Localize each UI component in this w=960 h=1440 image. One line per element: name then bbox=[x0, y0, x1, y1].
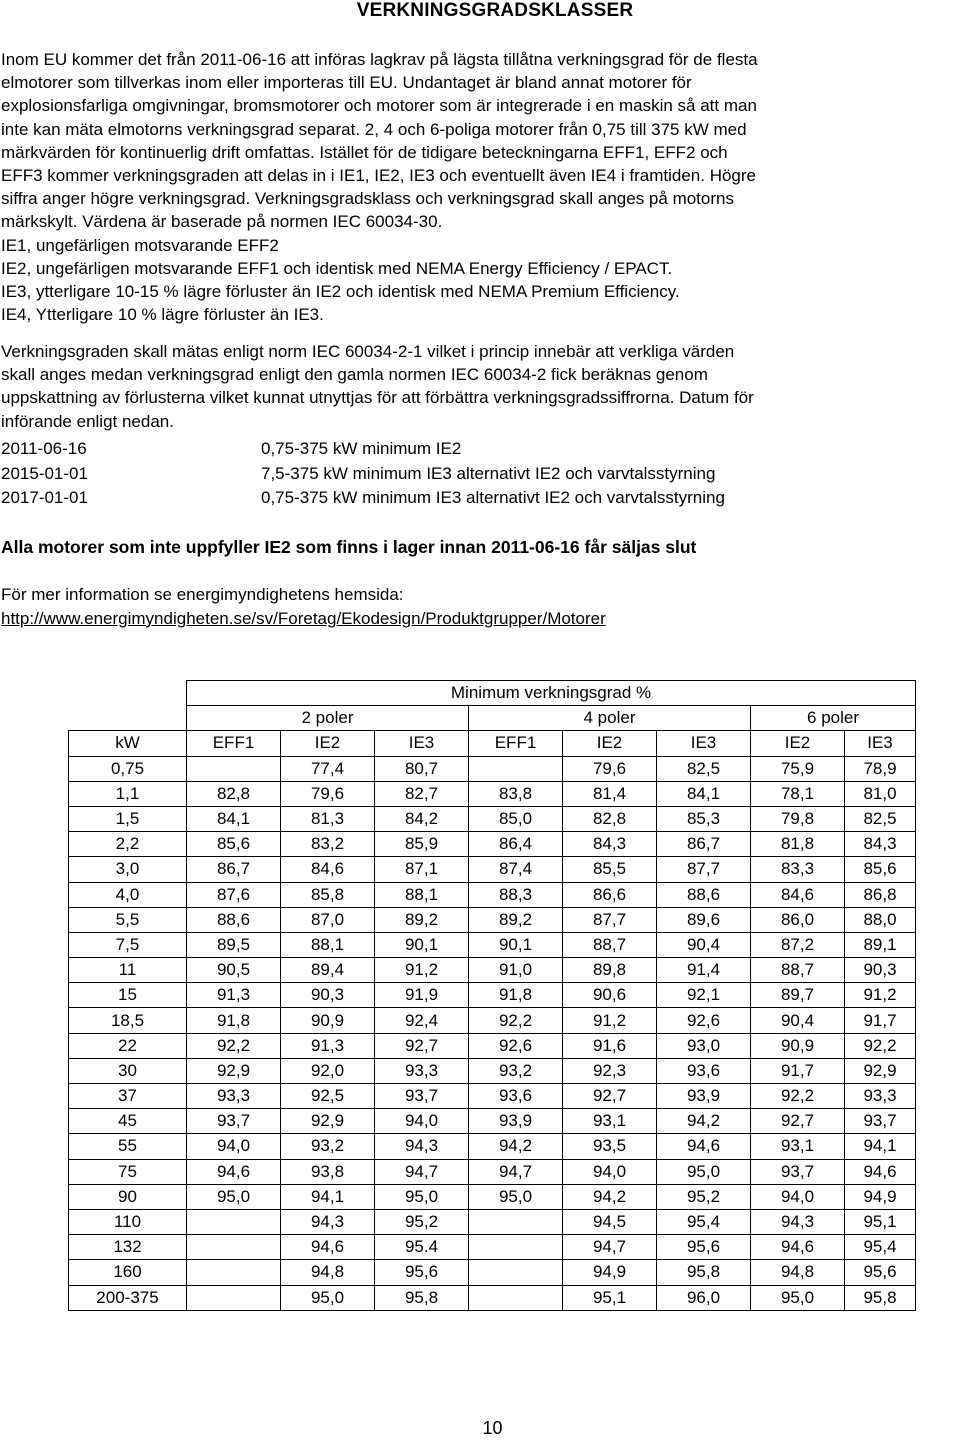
efficiency-cell: 93,7 bbox=[845, 1109, 916, 1134]
efficiency-cell: 93,7 bbox=[187, 1109, 281, 1134]
efficiency-cell: 92,7 bbox=[563, 1084, 657, 1109]
power-kw-cell: 1,5 bbox=[69, 806, 187, 831]
table-header-row bbox=[69, 731, 916, 756]
date-value: 2015-01-01 bbox=[1, 463, 88, 483]
power-kw-cell: 7,5 bbox=[69, 932, 187, 957]
efficiency-cell: 92,7 bbox=[751, 1109, 845, 1134]
efficiency-cell: 90,1 bbox=[469, 932, 563, 957]
efficiency-cell: 84,3 bbox=[563, 832, 657, 857]
efficiency-cell: 95,8 bbox=[375, 1285, 469, 1310]
date-requirement: 0,75-375 kW minimum IE3 alternativt IE2 och varvtalsstyrning bbox=[261, 488, 725, 507]
table-row bbox=[69, 832, 916, 857]
table-blank-cell bbox=[69, 706, 187, 731]
column-header: EFF1 bbox=[469, 731, 563, 756]
efficiency-cell: 93,2 bbox=[469, 1058, 563, 1083]
class-ie2-line: IE2, ungefärligen motsvarande EFF1 och identisk med NEMA Energy Efficiency / EPACT. bbox=[1, 258, 673, 278]
intro-paragraph bbox=[1, 48, 957, 326]
efficiency-cell: 94,0 bbox=[751, 1184, 845, 1209]
table-row bbox=[69, 781, 916, 806]
efficiency-cell: 93,3 bbox=[187, 1084, 281, 1109]
table-row bbox=[69, 1134, 916, 1159]
table-row bbox=[69, 983, 916, 1008]
efficiency-cell: 95,4 bbox=[845, 1235, 916, 1260]
efficiency-cell: 94,8 bbox=[281, 1260, 375, 1285]
efficiency-cell: 88,7 bbox=[563, 932, 657, 957]
efficiency-cell: 95,2 bbox=[657, 1184, 751, 1209]
table-row bbox=[69, 1184, 916, 1209]
efficiency-cell: 94,0 bbox=[563, 1159, 657, 1184]
power-kw-cell: 160 bbox=[69, 1260, 187, 1285]
power-kw-cell: 30 bbox=[69, 1058, 187, 1083]
dates-list bbox=[1, 437, 957, 511]
efficiency-cell: 93,0 bbox=[657, 1033, 751, 1058]
efficiency-cell: 92,9 bbox=[281, 1109, 375, 1134]
efficiency-cell: 86,7 bbox=[657, 832, 751, 857]
efficiency-cell: 94,6 bbox=[657, 1134, 751, 1159]
efficiency-cell: 81,4 bbox=[563, 781, 657, 806]
efficiency-cell: 92,0 bbox=[281, 1058, 375, 1083]
efficiency-cell: 92,2 bbox=[469, 1008, 563, 1033]
efficiency-cell: 90,9 bbox=[751, 1033, 845, 1058]
efficiency-cell: 81,8 bbox=[751, 832, 845, 857]
date-value: 2011-06-16 bbox=[1, 439, 87, 458]
intro-line: märkskylt. Värdena är baserade på normen IEC 60034-30. bbox=[1, 212, 443, 232]
column-header: IE2 bbox=[563, 731, 657, 756]
efficiency-cell: 93,3 bbox=[845, 1084, 916, 1109]
intro-line: märkvärden för kontinuerlig drift omfattas. Istället för de tidigare beteckningarna EFF1, EFF2 och bbox=[1, 142, 728, 162]
efficiency-cell: 94,8 bbox=[751, 1260, 845, 1285]
efficiency-cell: 75,9 bbox=[751, 756, 845, 781]
efficiency-cell bbox=[469, 756, 563, 781]
efficiency-cell: 85,0 bbox=[469, 806, 563, 831]
efficiency-cell: 94,6 bbox=[751, 1235, 845, 1260]
efficiency-cell: 91,6 bbox=[563, 1033, 657, 1058]
table-row bbox=[69, 1285, 916, 1310]
efficiency-cell: 84,6 bbox=[751, 882, 845, 907]
stock-warning: Alla motorer som inte uppfyller IE2 som finns i lager innan 2011-06-16 får säljas slut bbox=[1, 537, 697, 557]
efficiency-cell: 84,3 bbox=[845, 832, 916, 857]
efficiency-cell: 93,1 bbox=[563, 1109, 657, 1134]
efficiency-cell: 79,8 bbox=[751, 806, 845, 831]
efficiency-cell: 88,0 bbox=[845, 907, 916, 932]
efficiency-cell bbox=[187, 1235, 281, 1260]
efficiency-cell: 89,6 bbox=[657, 907, 751, 932]
power-kw-cell: 75 bbox=[69, 1159, 187, 1184]
efficiency-cell: 94,3 bbox=[281, 1209, 375, 1234]
power-kw-cell: 5,5 bbox=[69, 907, 187, 932]
efficiency-cell: 85,6 bbox=[187, 832, 281, 857]
efficiency-cell: 91,9 bbox=[375, 983, 469, 1008]
efficiency-cell: 93,7 bbox=[751, 1159, 845, 1184]
efficiency-cell: 79,6 bbox=[563, 756, 657, 781]
efficiency-cell: 93,7 bbox=[375, 1084, 469, 1109]
efficiency-cell: 95,0 bbox=[187, 1184, 281, 1209]
power-kw-cell: 37 bbox=[69, 1084, 187, 1109]
table-blank-cell bbox=[69, 681, 187, 706]
table-row bbox=[69, 1260, 916, 1285]
efficiency-cell: 95,1 bbox=[845, 1209, 916, 1234]
efficiency-cell: 85,8 bbox=[281, 882, 375, 907]
column-header: IE3 bbox=[657, 731, 751, 756]
efficiency-cell: 85,6 bbox=[845, 857, 916, 882]
efficiency-cell: 87,2 bbox=[751, 932, 845, 957]
page-title: VERKNINGSGRADSKLASSER bbox=[356, 0, 634, 21]
efficiency-cell: 88,1 bbox=[281, 932, 375, 957]
class-ie1-line: IE1, ungefärligen motsvarande EFF2 bbox=[1, 235, 279, 255]
efficiency-cell: 93,9 bbox=[657, 1084, 751, 1109]
efficiency-cell: 93,5 bbox=[563, 1134, 657, 1159]
efficiency-cell: 92,5 bbox=[281, 1084, 375, 1109]
power-kw-cell: 18,5 bbox=[69, 1008, 187, 1033]
efficiency-cell: 90,3 bbox=[281, 983, 375, 1008]
date-value: 2017-01-01 bbox=[1, 488, 88, 507]
efficiency-cell: 77,4 bbox=[281, 756, 375, 781]
efficiency-cell: 84,1 bbox=[187, 806, 281, 831]
efficiency-cell: 92,3 bbox=[563, 1058, 657, 1083]
efficiency-cell: 94,6 bbox=[187, 1159, 281, 1184]
efficiency-cell: 93,9 bbox=[469, 1109, 563, 1134]
power-kw-cell: 2,2 bbox=[69, 832, 187, 857]
intro-line: explosionsfarliga omgivningar, bromsmotorer och motorer som är integrerade i en maskin så att man bbox=[1, 96, 757, 116]
efficiency-cell: 83,8 bbox=[469, 781, 563, 806]
efficiency-cell: 94,5 bbox=[563, 1209, 657, 1234]
efficiency-cell: 93,6 bbox=[657, 1058, 751, 1083]
efficiency-cell: 96,0 bbox=[657, 1285, 751, 1310]
efficiency-cell: 94,1 bbox=[845, 1134, 916, 1159]
intro-line: Inom EU kommer det från 2011-06-16 att införas lagkrav på lägsta tillåtna verkningsgrad för de flesta bbox=[1, 50, 758, 69]
efficiency-cell: 94,3 bbox=[751, 1209, 845, 1234]
date-row bbox=[1, 462, 957, 487]
group-6-poler: 6 poler bbox=[751, 706, 916, 731]
efficiency-cell: 93,2 bbox=[281, 1134, 375, 1159]
efficiency-cell: 95,1 bbox=[563, 1285, 657, 1310]
efficiency-cell: 84,2 bbox=[375, 806, 469, 831]
table-row bbox=[69, 1033, 916, 1058]
method-line: uppskattning av förlusterna vilket kunnat utnyttjas för att förbättra verkningsgradssiffrorna. Datum för bbox=[1, 388, 754, 408]
efficiency-cell: 87,7 bbox=[563, 907, 657, 932]
power-kw-cell: 90 bbox=[69, 1184, 187, 1209]
power-kw-cell: 55 bbox=[69, 1134, 187, 1159]
efficiency-cell: 87,4 bbox=[469, 857, 563, 882]
efficiency-cell: 91,4 bbox=[657, 958, 751, 983]
efficiency-cell: 94,7 bbox=[563, 1235, 657, 1260]
table-row bbox=[69, 1058, 916, 1083]
efficiency-cell: 92,6 bbox=[657, 1008, 751, 1033]
table-row bbox=[69, 806, 916, 831]
power-kw-cell: 0,75 bbox=[69, 756, 187, 781]
efficiency-cell: 88,6 bbox=[657, 882, 751, 907]
efficiency-cell: 83,2 bbox=[281, 832, 375, 857]
efficiency-cell: 79,6 bbox=[281, 781, 375, 806]
efficiency-cell: 94,1 bbox=[281, 1184, 375, 1209]
efficiency-cell: 94,7 bbox=[469, 1159, 563, 1184]
efficiency-cell: 90,9 bbox=[281, 1008, 375, 1033]
power-kw-cell: 110 bbox=[69, 1209, 187, 1234]
efficiency-cell: 85,3 bbox=[657, 806, 751, 831]
method-line: Verkningsgraden skall mätas enligt norm IEC 60034-2-1 vilket i princip innebär att verkliga värden bbox=[1, 342, 735, 361]
efficiency-cell: 93,1 bbox=[751, 1134, 845, 1159]
efficiency-cell: 93,6 bbox=[469, 1084, 563, 1109]
power-kw-cell: 45 bbox=[69, 1109, 187, 1134]
date-row bbox=[1, 437, 957, 462]
method-paragraph bbox=[1, 340, 957, 433]
efficiency-cell: 93,8 bbox=[281, 1159, 375, 1184]
efficiency-cell: 92,2 bbox=[845, 1033, 916, 1058]
efficiency-cell: 78,1 bbox=[751, 781, 845, 806]
class-ie4-line: IE4, Ytterligare 10 % lägre förluster än IE3. bbox=[1, 305, 324, 325]
efficiency-cell: 95.4 bbox=[375, 1235, 469, 1260]
efficiency-cell: 92,6 bbox=[469, 1033, 563, 1058]
efficiency-cell: 94,7 bbox=[375, 1159, 469, 1184]
efficiency-cell: 81,0 bbox=[845, 781, 916, 806]
power-kw-cell: 11 bbox=[69, 958, 187, 983]
efficiency-cell: 82,8 bbox=[563, 806, 657, 831]
efficiency-cell: 91,8 bbox=[469, 983, 563, 1008]
intro-line: inte kan mäta elmotorns verkningsgrad separat. 2, 4 och 6-poliga motorer från 0,75 till 375 kW med bbox=[1, 119, 747, 139]
power-kw-cell: 22 bbox=[69, 1033, 187, 1058]
energimyndigheten-link[interactable]: http://www.energimyndigheten.se/sv/Foretag/Ekodesign/Produktgrupper/Motorer bbox=[1, 609, 606, 628]
table-row bbox=[69, 1235, 916, 1260]
efficiency-cell: 85,9 bbox=[375, 832, 469, 857]
efficiency-cell: 90,3 bbox=[845, 958, 916, 983]
efficiency-cell bbox=[469, 1235, 563, 1260]
efficiency-cell: 95,0 bbox=[657, 1159, 751, 1184]
column-header: kW bbox=[69, 731, 187, 756]
efficiency-cell: 95,6 bbox=[845, 1260, 916, 1285]
table-group-row bbox=[69, 706, 916, 731]
date-requirement: 7,5-375 kW minimum IE3 alternativt IE2 och varvtalsstyrning bbox=[261, 463, 716, 483]
efficiency-cell: 82,7 bbox=[375, 781, 469, 806]
efficiency-cell: 92,7 bbox=[375, 1033, 469, 1058]
date-requirement: 0,75-375 kW minimum IE2 bbox=[261, 439, 462, 458]
efficiency-cell: 85,5 bbox=[563, 857, 657, 882]
intro-line: EFF3 kommer verkningsgraden att delas in i IE1, IE2, IE3 och eventuellt även IE4 i framtiden. Högre bbox=[1, 166, 756, 186]
efficiency-cell: 94,2 bbox=[563, 1184, 657, 1209]
efficiency-cell: 95,0 bbox=[751, 1285, 845, 1310]
column-header: IE2 bbox=[281, 731, 375, 756]
efficiency-cell: 91,0 bbox=[469, 958, 563, 983]
efficiency-cell bbox=[187, 1260, 281, 1285]
efficiency-cell: 95,6 bbox=[375, 1260, 469, 1285]
efficiency-cell: 91,7 bbox=[845, 1008, 916, 1033]
efficiency-cell: 94,6 bbox=[281, 1235, 375, 1260]
efficiency-cell: 88,1 bbox=[375, 882, 469, 907]
efficiency-cell: 82,8 bbox=[187, 781, 281, 806]
table-row bbox=[69, 1008, 916, 1033]
column-header: IE3 bbox=[845, 731, 916, 756]
efficiency-cell: 84,6 bbox=[281, 857, 375, 882]
efficiency-cell: 88,3 bbox=[469, 882, 563, 907]
class-ie3-line: IE3, ytterligare 10-15 % lägre förluster än IE2 och identisk med NEMA Premium Efficiency. bbox=[1, 282, 680, 302]
efficiency-cell: 82,5 bbox=[657, 756, 751, 781]
efficiency-cell: 86,4 bbox=[469, 832, 563, 857]
efficiency-cell: 94,0 bbox=[187, 1134, 281, 1159]
efficiency-cell: 89,7 bbox=[751, 983, 845, 1008]
efficiency-cell: 92,2 bbox=[187, 1033, 281, 1058]
efficiency-cell: 88,6 bbox=[187, 907, 281, 932]
efficiency-cell: 92,1 bbox=[657, 983, 751, 1008]
table-row bbox=[69, 907, 916, 932]
table-caption-row bbox=[69, 681, 916, 706]
efficiency-cell: 82,5 bbox=[845, 806, 916, 831]
method-line: skall anges medan verkningsgrad enligt den gamla normen IEC 60034-2 fick beräknas genom bbox=[1, 365, 708, 385]
efficiency-cell: 95,0 bbox=[375, 1184, 469, 1209]
efficiency-cell: 87,6 bbox=[187, 882, 281, 907]
efficiency-cell bbox=[187, 1285, 281, 1310]
efficiency-cell: 94,9 bbox=[563, 1260, 657, 1285]
power-kw-cell: 15 bbox=[69, 983, 187, 1008]
efficiency-cell: 89,5 bbox=[187, 932, 281, 957]
column-header: EFF1 bbox=[187, 731, 281, 756]
group-2-poler: 2 poler bbox=[187, 706, 469, 731]
efficiency-cell: 92,9 bbox=[187, 1058, 281, 1083]
efficiency-cell: 94,2 bbox=[469, 1134, 563, 1159]
power-kw-cell: 1,1 bbox=[69, 781, 187, 806]
table-row bbox=[69, 1084, 916, 1109]
efficiency-cell: 91,2 bbox=[375, 958, 469, 983]
table-row bbox=[69, 958, 916, 983]
efficiency-cell: 93,3 bbox=[375, 1058, 469, 1083]
efficiency-cell: 86,8 bbox=[845, 882, 916, 907]
efficiency-cell: 89,1 bbox=[845, 932, 916, 957]
efficiency-cell: 90,4 bbox=[657, 932, 751, 957]
efficiency-cell bbox=[187, 756, 281, 781]
efficiency-cell: 83,3 bbox=[751, 857, 845, 882]
date-row bbox=[1, 486, 957, 511]
efficiency-cell: 86,7 bbox=[187, 857, 281, 882]
table-row bbox=[69, 857, 916, 882]
efficiency-cell: 87,7 bbox=[657, 857, 751, 882]
efficiency-cell: 95,8 bbox=[657, 1260, 751, 1285]
efficiency-cell: 94,6 bbox=[845, 1159, 916, 1184]
efficiency-cell: 91,3 bbox=[187, 983, 281, 1008]
efficiency-cell: 94,9 bbox=[845, 1184, 916, 1209]
column-header: IE3 bbox=[375, 731, 469, 756]
efficiency-cell: 86,6 bbox=[563, 882, 657, 907]
efficiency-cell: 89,4 bbox=[281, 958, 375, 983]
efficiency-cell: 89,2 bbox=[469, 907, 563, 932]
method-line: införande enligt nedan. bbox=[1, 411, 174, 431]
efficiency-table bbox=[68, 680, 916, 1311]
table-caption: Minimum verkningsgrad % bbox=[187, 681, 916, 706]
efficiency-cell: 86,0 bbox=[751, 907, 845, 932]
efficiency-cell bbox=[187, 1209, 281, 1234]
efficiency-cell: 91,2 bbox=[563, 1008, 657, 1033]
info-text: För mer information se energimyndighetens hemsida: bbox=[1, 585, 404, 604]
efficiency-cell: 89,2 bbox=[375, 907, 469, 932]
efficiency-cell: 91,7 bbox=[751, 1058, 845, 1083]
efficiency-cell: 81,3 bbox=[281, 806, 375, 831]
efficiency-cell: 78,9 bbox=[845, 756, 916, 781]
efficiency-cell: 91,2 bbox=[845, 983, 916, 1008]
power-kw-cell: 3,0 bbox=[69, 857, 187, 882]
efficiency-cell: 95,8 bbox=[845, 1285, 916, 1310]
efficiency-cell bbox=[469, 1285, 563, 1310]
efficiency-cell: 80,7 bbox=[375, 756, 469, 781]
group-4-poler: 4 poler bbox=[469, 706, 751, 731]
efficiency-cell: 89,8 bbox=[563, 958, 657, 983]
column-header: IE2 bbox=[751, 731, 845, 756]
efficiency-cell: 95,0 bbox=[469, 1184, 563, 1209]
efficiency-cell: 90,1 bbox=[375, 932, 469, 957]
efficiency-cell: 92,2 bbox=[751, 1084, 845, 1109]
efficiency-cell: 87,0 bbox=[281, 907, 375, 932]
table-row bbox=[69, 1159, 916, 1184]
power-kw-cell: 132 bbox=[69, 1235, 187, 1260]
efficiency-cell: 95,6 bbox=[657, 1235, 751, 1260]
efficiency-cell bbox=[469, 1209, 563, 1234]
efficiency-cell: 92,9 bbox=[845, 1058, 916, 1083]
table-row bbox=[69, 882, 916, 907]
efficiency-cell: 94,3 bbox=[375, 1134, 469, 1159]
intro-line: siffra anger högre verkningsgrad. Verkningsgradsklass och verkningsgrad skall anges på motorns bbox=[1, 189, 734, 209]
table-row bbox=[69, 756, 916, 781]
intro-line: elmotorer som tillverkas inom eller importeras till EU. Undantaget är bland annat motorer för bbox=[1, 73, 692, 93]
efficiency-cell bbox=[469, 1260, 563, 1285]
efficiency-cell: 92,4 bbox=[375, 1008, 469, 1033]
efficiency-cell: 91,3 bbox=[281, 1033, 375, 1058]
efficiency-cell: 90,6 bbox=[563, 983, 657, 1008]
efficiency-cell: 95,0 bbox=[281, 1285, 375, 1310]
table-row bbox=[69, 1109, 916, 1134]
efficiency-cell: 84,1 bbox=[657, 781, 751, 806]
efficiency-cell: 94,2 bbox=[657, 1109, 751, 1134]
efficiency-cell: 95,4 bbox=[657, 1209, 751, 1234]
efficiency-cell: 94,0 bbox=[375, 1109, 469, 1134]
efficiency-cell: 95,2 bbox=[375, 1209, 469, 1234]
power-kw-cell: 4,0 bbox=[69, 882, 187, 907]
efficiency-cell: 90,4 bbox=[751, 1008, 845, 1033]
table-row bbox=[69, 932, 916, 957]
page-number: 10 bbox=[482, 1418, 503, 1438]
efficiency-cell: 88,7 bbox=[751, 958, 845, 983]
efficiency-cell: 91,8 bbox=[187, 1008, 281, 1033]
table-row bbox=[69, 1209, 916, 1234]
efficiency-cell: 90,5 bbox=[187, 958, 281, 983]
efficiency-cell: 87,1 bbox=[375, 857, 469, 882]
power-kw-cell: 200-375 bbox=[69, 1285, 187, 1310]
